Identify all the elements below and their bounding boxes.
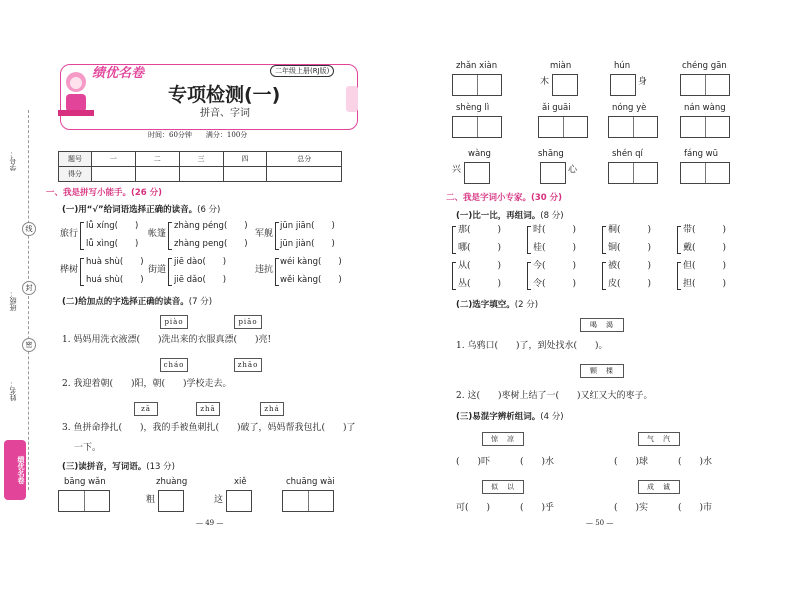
q3-pinyin: zhuàng [156, 477, 188, 487]
writing-grid[interactable] [552, 74, 578, 96]
score-cell[interactable] [267, 167, 342, 182]
char-choice-box: 气 汽 [638, 432, 680, 446]
q1-word: 桦树 [60, 265, 79, 275]
compare-item[interactable]: 带( ) [683, 225, 727, 235]
char-choice-box: 惊 凉 [482, 432, 524, 446]
r-pinyin: miàn [550, 61, 572, 71]
pinyin-choice-box: piào [160, 315, 188, 329]
r-q1-title: (一)比一比，再组词。(8 分) [456, 211, 564, 221]
r-post-char: 身 [638, 77, 648, 87]
q3-pre-char: 粗 [146, 495, 156, 505]
q2-title: (二)给加点的字选择正确的读音。(7 分) [62, 297, 213, 307]
char-choice-box: 颗 棵 [580, 364, 624, 378]
writing-grid[interactable] [58, 490, 110, 512]
compare-item[interactable]: 桐( ) [608, 225, 652, 235]
writing-grid[interactable] [608, 162, 658, 184]
brace [168, 222, 172, 250]
pinyin-choice-box: zhāo [234, 358, 262, 372]
score-header: 一 [92, 152, 136, 167]
score-header: 三 [179, 152, 223, 167]
compare-item[interactable]: 那( ) [458, 225, 502, 235]
compare-item[interactable]: 戴( ) [683, 243, 727, 253]
compare-item[interactable]: 从( ) [458, 261, 502, 271]
score-cell[interactable] [223, 167, 267, 182]
char-choice-box: 似 以 [482, 480, 524, 494]
pinyin-choice-box: zā [134, 402, 158, 416]
r-pinyin: shèng lì [456, 103, 490, 113]
writing-grid[interactable] [158, 490, 184, 512]
side-label-id: 学号： [9, 150, 17, 171]
compare-item[interactable]: 被( ) [608, 261, 652, 271]
r-pinyin: nóng yè [612, 103, 647, 113]
compare-item[interactable]: 时( ) [533, 225, 577, 235]
brace [275, 258, 279, 286]
compare-item[interactable]: 令( ) [533, 279, 577, 289]
logo-text: 绩优名卷 [92, 66, 145, 81]
r-pinyin: shāng [538, 149, 564, 159]
r-q3-item[interactable]: ( )球 [614, 457, 649, 467]
q1-option[interactable]: wěi kàng( ) [280, 275, 342, 285]
q1-option[interactable]: jūn jiān( ) [280, 221, 335, 231]
writing-grid[interactable] [464, 162, 490, 184]
q1-word: 帐篷 [148, 229, 167, 239]
score-cell[interactable] [92, 167, 136, 182]
brace [168, 258, 172, 286]
r-q2-title: (二)选字填空。(2 分) [456, 300, 539, 310]
writing-grid[interactable] [680, 116, 730, 138]
pinyin-choice-box: zhá [260, 402, 284, 416]
q1-option[interactable]: huà shù( ) [86, 257, 144, 267]
compare-item[interactable]: 哪( ) [458, 243, 502, 253]
compare-item[interactable]: 今( ) [533, 261, 577, 271]
q2-sentence-3-cont: 一下。 [74, 443, 102, 453]
q1-option[interactable]: zhàng péng( ) [174, 221, 248, 231]
writing-grid[interactable] [680, 162, 730, 184]
r-q3-item[interactable]: ( )水 [678, 457, 713, 467]
r-q3-item[interactable]: ( )市 [678, 503, 713, 513]
char-choice-box: 成 诚 [638, 480, 680, 494]
r-pinyin: fáng wū [684, 149, 719, 159]
page-number-right: — 50 — [586, 519, 614, 527]
score-cell[interactable] [135, 167, 179, 182]
r-q3-item[interactable]: ( )吓 [456, 457, 491, 467]
q3-pinyin: chuāng wài [286, 477, 335, 487]
writing-grid[interactable] [680, 74, 730, 96]
r-q3-item[interactable]: 可( ) [456, 503, 491, 513]
q1-word: 街道 [148, 265, 167, 275]
compare-item[interactable]: 丛( ) [458, 279, 502, 289]
brace [452, 262, 456, 290]
brace [602, 226, 606, 254]
brace [452, 226, 456, 254]
q1-word: 军舰 [255, 229, 274, 239]
r-q3-title: (三)易混字辨析组词。(4 分) [456, 412, 564, 422]
r-pinyin: chéng gān [682, 61, 727, 71]
pinyin-choice-box: piāo [234, 315, 262, 329]
side-label-name: 姓名： [9, 380, 17, 401]
writing-grid[interactable] [452, 74, 502, 96]
logo-mascot [56, 66, 96, 122]
writing-grid[interactable] [608, 116, 658, 138]
r-pinyin: wàng [468, 149, 491, 159]
compare-item[interactable]: 铜( ) [608, 243, 652, 253]
writing-grid[interactable] [226, 490, 252, 512]
r-q3-item[interactable]: ( )实 [614, 503, 649, 513]
compare-item[interactable]: 桂( ) [533, 243, 577, 253]
q1-option[interactable]: huá shù( ) [86, 275, 144, 285]
seal-mark-line: 线 [22, 222, 36, 236]
seal-mark-seal: 封 [22, 281, 36, 295]
side-label-class: 班级： [9, 290, 17, 311]
brace [527, 262, 531, 290]
brace [527, 226, 531, 254]
r-pinyin: shén qí [612, 149, 643, 159]
binding-line [28, 110, 30, 490]
section-2-heading: 二、我是字词小专家。(30 分) [446, 193, 563, 203]
brace [677, 226, 681, 254]
q1-title: (一)用“√”给词语选择正确的读音。(6 分) [62, 205, 221, 215]
r-pre-char: 木 [540, 77, 550, 87]
pinyin-choice-box: zhā [196, 402, 220, 416]
q1-option[interactable]: jūn jiàn( ) [280, 239, 335, 249]
compare-item[interactable]: 担( ) [683, 279, 727, 289]
pinyin-choice-box: cháo [160, 358, 188, 372]
r-q3-item[interactable]: ( )水 [520, 457, 555, 467]
q2-sentence-1: 1. 妈妈用洗衣液漂( )洗出来的衣服真漂( )亮! [62, 335, 272, 345]
score-header: 总分 [267, 152, 342, 167]
score-row-label: 得分 [59, 167, 92, 182]
q3-pre-char: 这 [214, 495, 224, 505]
page-title: 专项检测(一) [168, 84, 281, 106]
r-pinyin: nán wàng [684, 103, 726, 113]
r-q2-sentence-1: 1. 乌鸦口( )了，到处找水( )。 [456, 341, 608, 351]
writing-grid[interactable] [452, 116, 502, 138]
brace [80, 222, 84, 250]
r-pre-char: 兴 [452, 165, 462, 175]
q1-word: 旅行 [60, 229, 79, 239]
q1-option[interactable]: wéi kàng( ) [280, 257, 342, 267]
q1-word: 违抗 [255, 265, 274, 275]
brace [602, 262, 606, 290]
brace [275, 222, 279, 250]
r-q2-sentence-2: 2. 这( )枣树上结了一( )又红又大的枣子。 [456, 391, 653, 401]
time-score-line: 时间：60分钟 满分：100分 [148, 131, 248, 139]
pink-tab [346, 86, 358, 112]
score-header: 题号 [59, 152, 92, 167]
q2-sentence-3: 3. 鱼拼命挣扎( )，我的手被鱼刺扎( )破了，妈妈帮我包扎( )了 [62, 423, 356, 433]
q3-pinyin: bāng wǎn [64, 477, 106, 487]
seal-mark-secret: 密 [22, 338, 36, 352]
r-q3-item[interactable]: ( )乎 [520, 503, 555, 513]
writing-grid[interactable] [282, 490, 334, 512]
r-pinyin: ǎi guāi [542, 103, 571, 113]
writing-grid[interactable] [540, 162, 566, 184]
score-header: 四 [223, 152, 267, 167]
q1-option[interactable]: jiē dǎo( ) [174, 275, 227, 285]
section-1-heading: 一、我是拼写小能手。(26 分) [46, 188, 163, 198]
q3-pinyin: xiě [234, 477, 247, 487]
r-post-char: 心 [568, 165, 578, 175]
q1-option[interactable]: zhàng peng( ) [174, 239, 248, 249]
q3-title: (三)读拼音，写词语。(13 分) [62, 462, 175, 472]
score-header: 二 [135, 152, 179, 167]
brace [677, 262, 681, 290]
page-subtitle: 拼音、字词 [200, 108, 250, 119]
r-pinyin: zhǎn xiàn [456, 61, 498, 71]
q1-option[interactable]: lǚ xíng( ) [86, 221, 139, 231]
q1-option[interactable]: lǚ xìng( ) [86, 239, 139, 249]
page-number-left: — 49 — [196, 519, 224, 527]
score-cell[interactable] [179, 167, 223, 182]
q2-sentence-2: 2. 我迎着朝( )阳，朝( )学校走去。 [62, 379, 232, 389]
score-table [58, 151, 342, 182]
edition-badge: 二年级上册(RJ版) [270, 65, 334, 77]
brace [80, 258, 84, 286]
side-logo: 绩优名卷 [4, 440, 26, 500]
writing-grid[interactable] [610, 74, 636, 96]
compare-item[interactable]: 皮( ) [608, 279, 652, 289]
r-pinyin: hún [614, 61, 631, 71]
writing-grid[interactable] [538, 116, 588, 138]
char-choice-box: 喝 渴 [580, 318, 624, 332]
compare-item[interactable]: 但( ) [683, 261, 727, 271]
q1-option[interactable]: jiē dào( ) [174, 257, 227, 267]
